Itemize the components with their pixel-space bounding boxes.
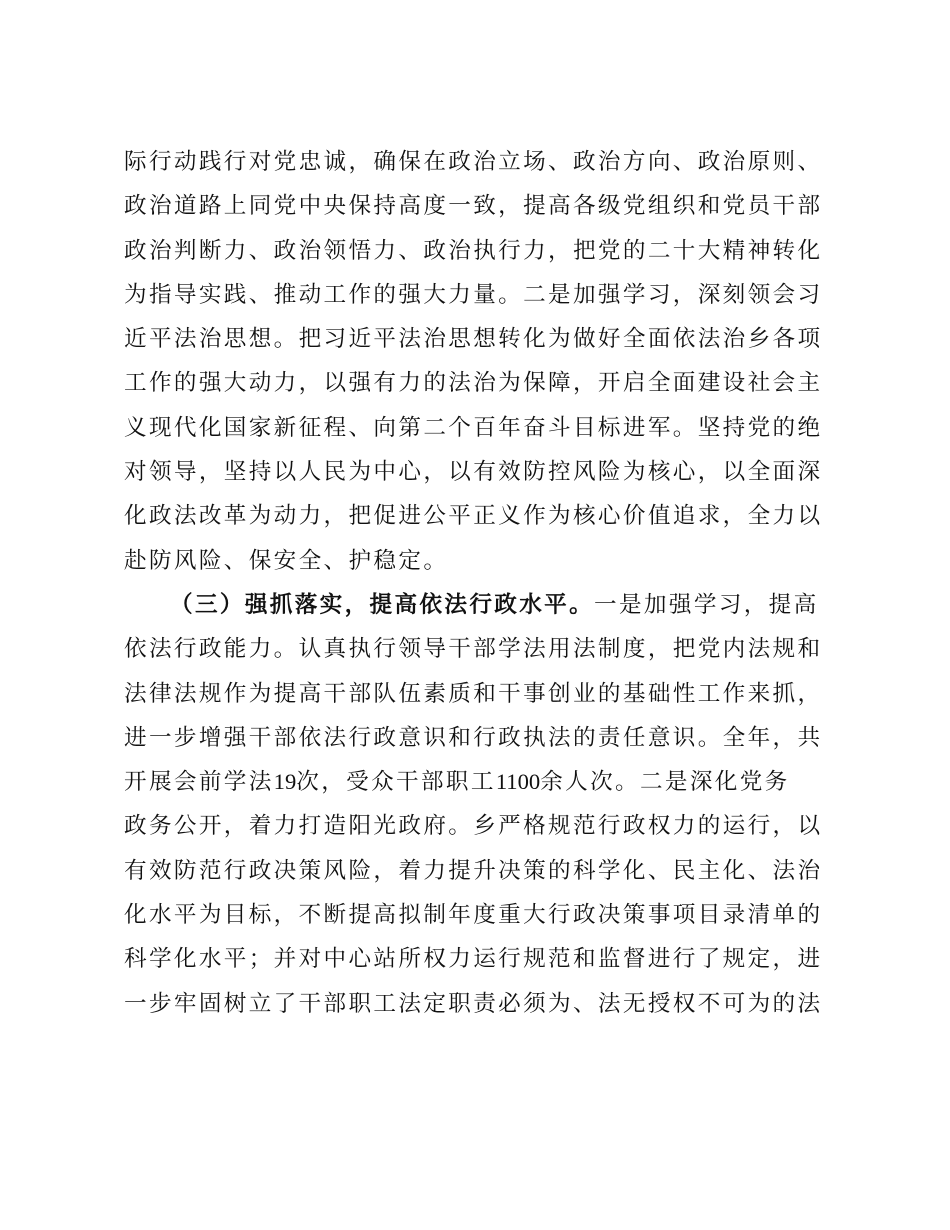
- text-run: 开展会前学法: [124, 769, 274, 796]
- text-run: 次，受众干部职工: [296, 769, 496, 796]
- text-line: 对领导，坚持以人民为中心，以有效防控风险为核心，以全面深: [124, 459, 823, 486]
- text-line: 工作的强大动力，以强有力的法治为保障，开启全面建设社会主: [124, 370, 823, 397]
- text-line: 政治判断力、政治领悟力、政治执行力，把党的二十大精神转化: [124, 237, 823, 264]
- text-run: 一是加强学习，提高: [594, 591, 819, 618]
- section-3-paragraph: [124, 583, 836, 1026]
- text-line: 近平法治思想。把习近平法治思想转化为做好全面依法治乡各项: [124, 326, 823, 353]
- text-line: 政务公开，着力打造阳光政府。乡严格规范行政权力的运行，以: [124, 813, 823, 840]
- text-line: [124, 583, 836, 627]
- text-line: 化水平为目标，不断提高拟制年度重大行政决策事项目录清单的: [124, 902, 823, 929]
- attendee-count: 1100: [495, 769, 541, 795]
- text-line: 科学化水平；并对中心站所权力运行规范和监督进行了规定，进: [124, 946, 823, 973]
- text-line: 政治道路上同党中央保持高度一致，提高各级党组织和党员干部: [124, 193, 823, 220]
- text-run: 余人次。二是深化党务: [540, 769, 790, 796]
- text-line: 进一步增强干部依法行政意识和行政执法的责任意识。全年，共: [124, 724, 823, 751]
- text-line: 赴防风险、保安全、护稳定。: [124, 547, 449, 574]
- text-line: 依法行政能力。认真执行领导干部学法用法制度，把党内法规和: [124, 636, 823, 663]
- text-line: 有效防范行政决策风险，着力提升决策的科学化、民主化、法治: [124, 857, 823, 884]
- document-page: [124, 140, 836, 1026]
- text-line: 际行动践行对党忠诚，确保在政治立场、政治方向、政治原则、: [124, 149, 823, 175]
- text-line: 一步牢固树立了干部职工法定职责必须为、法无授权不可为的法: [124, 990, 823, 1017]
- text-line: [124, 760, 836, 804]
- text-line: 为指导实践、推动工作的强大力量。二是加强学习，深刻领会习: [124, 281, 823, 308]
- section-3-heading: （三）强抓落实，提高依法行政水平。: [170, 591, 595, 618]
- paragraph-continuation: [124, 140, 836, 583]
- study-session-count: 19: [273, 769, 297, 795]
- text-line: 义现代化国家新征程、向第二个百年奋斗目标进军。坚持党的绝: [124, 414, 823, 441]
- text-line: 化政法改革为动力，把促进公平正义作为核心价值追求，全力以: [124, 503, 823, 530]
- text-line: 法律法规作为提高干部队伍素质和干事创业的基础性工作来抓，: [124, 680, 823, 707]
